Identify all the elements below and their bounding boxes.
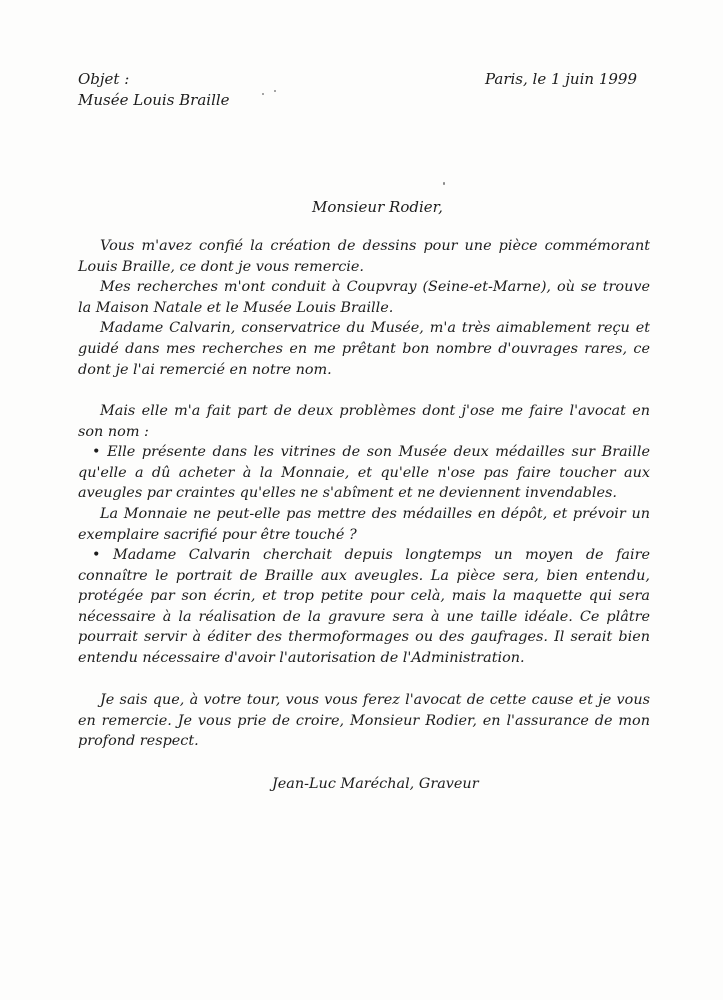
place-date: Paris, le 1 juin 1999 — [484, 70, 637, 88]
paragraph-portrait: • Madame Calvarin cherchait depuis longtemps un moyen de faire connaître le portrait de Braille aux aveugles. La pièce sera, bien entendu, protégée par son écrin, et trop petite pour celà, mais la maquette qui sera nécessaire à la réalisation de la gravure sera à une taille idéale. Ce plâtre pourrait servir à éditer des thermoformages ou des gaufrages. Il serait bien entendu nécessaire d'avoir l'autorisation de l'Administration. — [78, 547, 650, 666]
paragraph-block-problems — [78, 401, 650, 545]
paragraph-deposit: La Monnaie ne peut-elle pas mettre des médailles en dépôt, et prévoir un exemplaire sacrifié pour être touché ? — [78, 505, 650, 543]
paper-speck — [274, 90, 276, 92]
salutation: Monsieur Rodier, — [312, 198, 443, 216]
paragraph-commission: Vous m'avez confié la création de dessins pour une pièce commémorant Louis Braille, ce dont je vous remercie. — [78, 238, 650, 275]
paragraph-block-intro — [78, 236, 650, 380]
paper-speck — [443, 182, 445, 185]
paragraph-medals: • Elle présente dans les vitrines de son Musée deux médailles sur Braille qu'elle a dû acheter à la Monnaie, et qu'elle n'ose pas faire toucher aux aveugles par craintes qu'elles ne s'abîment et ne deviennent invendables. — [78, 444, 650, 502]
paragraph-block-closing — [78, 690, 650, 752]
paragraph-curator: Madame Calvarin, conservatrice du Musée, m'a très aimablement reçu et guidé dans mes recherches en me prêtant bon nombre d'ouvrages rares, ce dont je l'ai remercié en notre nom. — [78, 320, 650, 378]
paragraph-problems-intro: Mais elle m'a fait part de deux problèmes dont j'ose me faire l'avocat en son nom : — [78, 403, 650, 440]
paragraph-closing: Je sais que, à votre tour, vous vous ferez l'avocat de cette cause et je vous en remercie. Je vous prie de croire, Monsieur Rodier, en l'assurance de mon profond respect. — [78, 692, 650, 750]
subject-label: Objet : — [78, 70, 130, 88]
subject-value: Musée Louis Braille — [78, 91, 230, 109]
signature: Jean-Luc Maréchal, Graveur — [272, 776, 479, 792]
paper-speck — [262, 93, 264, 95]
paragraph-block-portrait — [78, 545, 650, 669]
paragraph-research: Mes recherches m'ont conduit à Coupvray (Seine-et-Marne), où se trouve la Maison Natale et le Musée Louis Braille. — [78, 279, 650, 316]
